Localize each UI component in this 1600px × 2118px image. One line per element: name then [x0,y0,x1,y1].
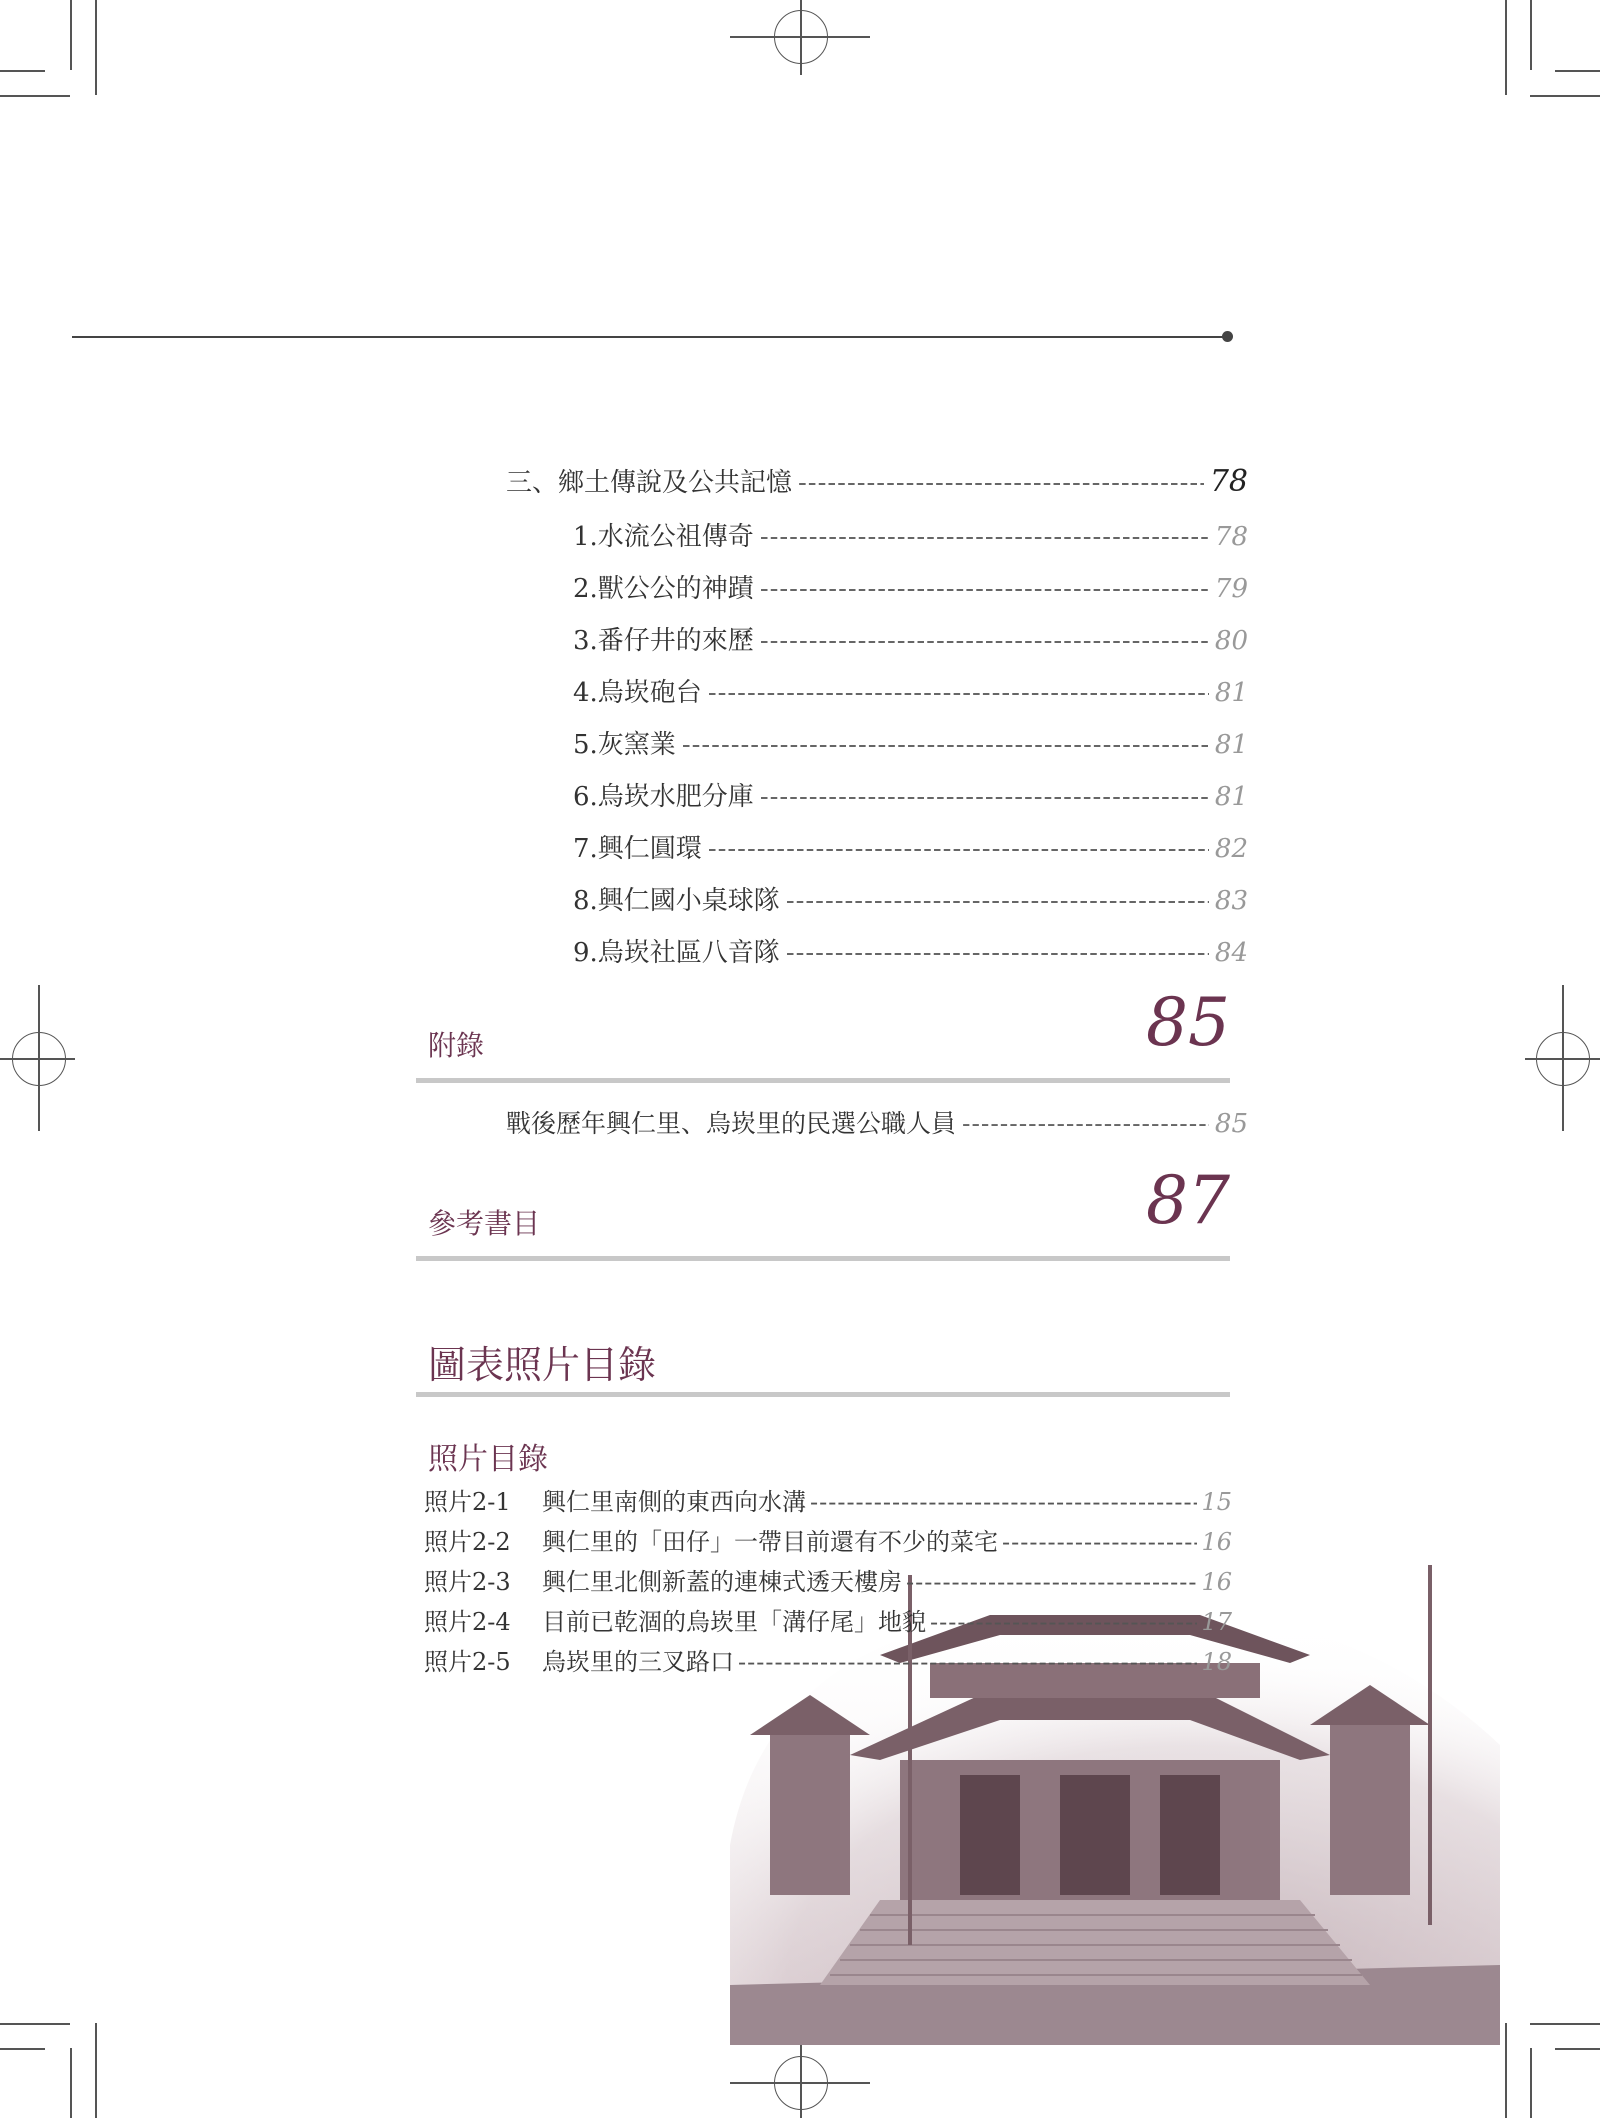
photo-page-number: 16 [1201,1528,1232,1556]
toc-sub-entry [573,932,1248,969]
photo-caption: 興仁里北側新蓋的連棟式透天樓房 [542,1568,902,1596]
crop-mark [1530,2048,1532,2118]
leader-dots [760,782,1209,812]
leader-dots [682,730,1209,760]
header-rule-dot [1222,331,1233,342]
toc-entry-label: 2.獸公公的神蹟 [573,574,754,604]
toc-page-number: 81 [1214,782,1248,812]
photo-page-number: 15 [1201,1488,1232,1516]
toc-sub-entry [573,620,1248,657]
photo-caption: 烏崁里的三叉路口 [542,1648,734,1676]
crop-mark [95,2023,97,2118]
crop-mark [1555,70,1600,72]
crop-mark [0,95,70,97]
photo-caption: 興仁里的「田仔」一帶目前還有不少的菜宅 [542,1528,998,1556]
photo-number: 照片2-5 [424,1648,511,1676]
leader-dots [1002,1528,1197,1556]
photo-caption: 目前已乾涸的烏崁里「溝仔尾」地貌 [542,1608,926,1636]
leader-dots [810,1488,1197,1516]
section-page-number: 85 [1146,984,1230,1061]
crop-mark [70,0,72,70]
section-title: 圖表照片目錄 [428,1343,657,1387]
references-section [416,1162,1230,1258]
photo-page-number: 16 [1201,1568,1232,1596]
leader-dots [906,1568,1197,1596]
photo-page-number: 17 [1201,1608,1232,1636]
section-rule [416,1392,1230,1397]
toc-entry-label: 6.烏崁水肥分庫 [573,782,754,812]
appendix-section [416,984,1230,1080]
photo-list-item [424,1482,1232,1517]
leader-dots [738,1648,1197,1676]
toc-page-number: 85 [1214,1109,1248,1139]
leader-dots [786,938,1209,968]
leader-dots [962,1109,1209,1138]
toc-entry-label: 8.興仁國小桌球隊 [573,886,780,916]
toc-page-number: 82 [1214,834,1248,864]
crop-mark [1530,0,1532,70]
toc-entry-label: 1.水流公祖傳奇 [573,522,754,552]
toc-sub-entry [573,672,1248,709]
toc-entry-label: 3.番仔井的來歷 [573,626,754,656]
crop-mark [1555,2048,1600,2050]
toc-entry-label: 戰後歷年興仁里、烏崁里的民選公職人員 [506,1109,957,1138]
toc-entry-label: 5.灰窯業 [573,730,676,760]
crop-mark [0,2048,45,2050]
photo-page-number: 18 [1201,1648,1232,1676]
toc-entry-label: 4.烏崁砲台 [573,678,702,708]
toc-page-number: 79 [1214,574,1248,604]
photo-list-item [424,1602,1232,1637]
toc-entry-label: 7.興仁圓環 [573,834,702,864]
photo-number: 照片2-2 [424,1528,511,1556]
toc-page-number: 78 [1209,464,1248,499]
toc-entry-label: 9.烏崁社區八音隊 [573,938,780,968]
toc-main-entry [506,462,1248,499]
photo-list-heading: 照片目錄 [428,1442,548,1477]
figures-section [416,1328,1230,1398]
photo-list-item [424,1562,1232,1597]
photo-caption: 興仁里南側的東西向水溝 [542,1488,806,1516]
leader-dots [930,1608,1197,1636]
section-title: 附錄 [428,1029,485,1062]
leader-dots [798,468,1204,498]
crop-mark [1530,2023,1600,2025]
toc-sub-entry [573,880,1248,917]
leader-dots [760,626,1209,656]
crop-mark [70,2048,72,2118]
crop-mark [1505,0,1507,95]
toc-sub-entry [573,776,1248,813]
toc-sub-entry [573,516,1248,553]
crop-mark [1530,95,1600,97]
photo-number: 照片2-4 [424,1608,511,1636]
leader-dots [760,574,1209,604]
toc-page-number: 84 [1214,938,1248,968]
section-rule [416,1256,1230,1261]
toc-sub-entry [573,828,1248,865]
crop-mark [0,2023,70,2025]
leader-dots [786,886,1209,916]
toc-sub-entry [573,724,1248,761]
section-page-number: 87 [1146,1162,1230,1239]
toc-page-number: 81 [1214,730,1248,760]
toc-page-number: 80 [1214,626,1248,656]
toc-sub-entry [573,568,1248,605]
section-rule [416,1078,1230,1083]
section-title: 參考書目 [428,1207,541,1240]
toc-page-number: 81 [1214,678,1248,708]
appendix-entry [506,1104,1248,1140]
toc-entry-label: 三、鄉土傳說及公共記憶 [506,468,793,498]
photo-number: 照片2-1 [424,1488,511,1516]
photo-list-item [424,1642,1232,1677]
photo-list-item [424,1522,1232,1557]
leader-dots [708,678,1209,708]
toc-page-number: 83 [1214,886,1248,916]
toc-page-number: 78 [1214,522,1248,552]
leader-dots [760,522,1209,552]
header-rule [72,336,1227,338]
crop-mark [95,0,97,95]
crop-mark [0,70,45,72]
leader-dots [708,834,1209,864]
photo-number: 照片2-3 [424,1568,511,1596]
